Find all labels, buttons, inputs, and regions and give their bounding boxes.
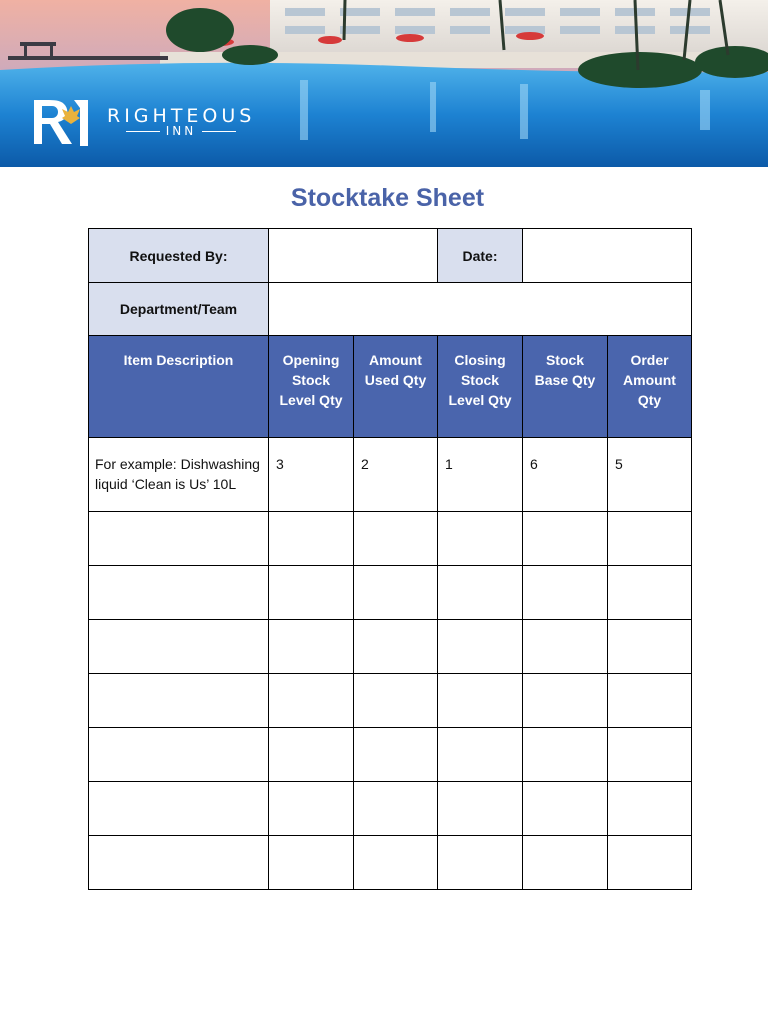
amount-used-cell[interactable] (354, 836, 438, 890)
stock-base-cell[interactable] (523, 512, 608, 566)
requested-by-row (89, 229, 692, 283)
closing-stock-cell[interactable] (438, 674, 523, 728)
col-header-amount-used: Amount Used Qty (354, 336, 438, 438)
item-description-cell[interactable] (89, 728, 269, 782)
opening-stock-cell[interactable] (269, 512, 354, 566)
closing-stock-cell[interactable] (438, 728, 523, 782)
opening-stock-cell[interactable] (269, 836, 354, 890)
order-amount-cell[interactable] (608, 566, 692, 620)
closing-stock-cell[interactable] (438, 782, 523, 836)
closing-stock-cell[interactable] (438, 566, 523, 620)
col-header-closing-stock: Closing Stock Level Qty (438, 336, 523, 438)
amount-used-cell[interactable] (354, 566, 438, 620)
opening-stock-cell[interactable] (269, 782, 354, 836)
item-description-cell[interactable] (89, 782, 269, 836)
order-amount-cell[interactable] (608, 782, 692, 836)
example-closing[interactable]: 1 (438, 438, 523, 512)
closing-stock-cell[interactable] (438, 512, 523, 566)
col-header-stock-base: Stock Base Qty (523, 336, 608, 438)
table-row (89, 674, 692, 728)
table-row (89, 512, 692, 566)
item-description-cell[interactable] (89, 566, 269, 620)
table-row (89, 782, 692, 836)
header-banner (0, 0, 768, 167)
order-amount-cell[interactable] (608, 836, 692, 890)
table-row (89, 728, 692, 782)
closing-stock-cell[interactable] (438, 836, 523, 890)
stock-base-cell[interactable] (523, 566, 608, 620)
example-used[interactable]: 2 (354, 438, 438, 512)
date-field[interactable] (523, 229, 692, 283)
amount-used-cell[interactable] (354, 620, 438, 674)
righteous-inn-logo (30, 96, 270, 152)
amount-used-cell[interactable] (354, 512, 438, 566)
brand-name: RIGHTEOUS (107, 105, 256, 127)
stock-base-cell[interactable] (523, 782, 608, 836)
col-header-order-amount: Order Amount Qty (608, 336, 692, 438)
brand-sub-text: INN (165, 124, 197, 138)
opening-stock-cell[interactable] (269, 566, 354, 620)
item-description-cell[interactable] (89, 674, 269, 728)
order-amount-cell[interactable] (608, 512, 692, 566)
opening-stock-cell[interactable] (269, 728, 354, 782)
table-row (89, 620, 692, 674)
col-header-item-description: Item Description (89, 336, 269, 438)
order-amount-cell[interactable] (608, 674, 692, 728)
order-amount-cell[interactable] (608, 620, 692, 674)
item-description-cell[interactable] (89, 836, 269, 890)
closing-stock-cell[interactable] (438, 620, 523, 674)
brand-rule-right (202, 131, 236, 132)
requested-by-field[interactable] (269, 229, 438, 283)
example-row (89, 438, 692, 512)
example-order[interactable]: 5 (608, 438, 692, 512)
stock-base-cell[interactable] (523, 728, 608, 782)
table-row (89, 566, 692, 620)
example-base[interactable]: 6 (523, 438, 608, 512)
stock-base-cell[interactable] (523, 836, 608, 890)
column-header-row (89, 336, 692, 438)
amount-used-cell[interactable] (354, 728, 438, 782)
order-amount-cell[interactable] (608, 728, 692, 782)
brand-subtitle (115, 124, 247, 138)
table-row (89, 836, 692, 890)
brand-rule-left (126, 131, 160, 132)
amount-used-cell[interactable] (354, 782, 438, 836)
example-description[interactable]: For example: Dishwashing liquid ‘Clean is Us’ 10L (89, 438, 269, 512)
date-label: Date: (438, 229, 523, 283)
item-description-cell[interactable] (89, 620, 269, 674)
requested-by-label: Requested By: (89, 229, 269, 283)
stock-base-cell[interactable] (523, 674, 608, 728)
item-description-cell[interactable] (89, 512, 269, 566)
stocktake-table (88, 228, 692, 890)
ri-monogram-icon (30, 96, 94, 150)
department-row (89, 283, 692, 336)
department-label: Department/Team (89, 283, 269, 336)
page-title: Stocktake Sheet (290, 184, 485, 212)
amount-used-cell[interactable] (354, 674, 438, 728)
col-header-opening-stock: Opening Stock Level Qty (269, 336, 354, 438)
opening-stock-cell[interactable] (269, 674, 354, 728)
department-field[interactable] (269, 283, 692, 336)
example-opening[interactable]: 3 (269, 438, 354, 512)
stock-base-cell[interactable] (523, 620, 608, 674)
opening-stock-cell[interactable] (269, 620, 354, 674)
